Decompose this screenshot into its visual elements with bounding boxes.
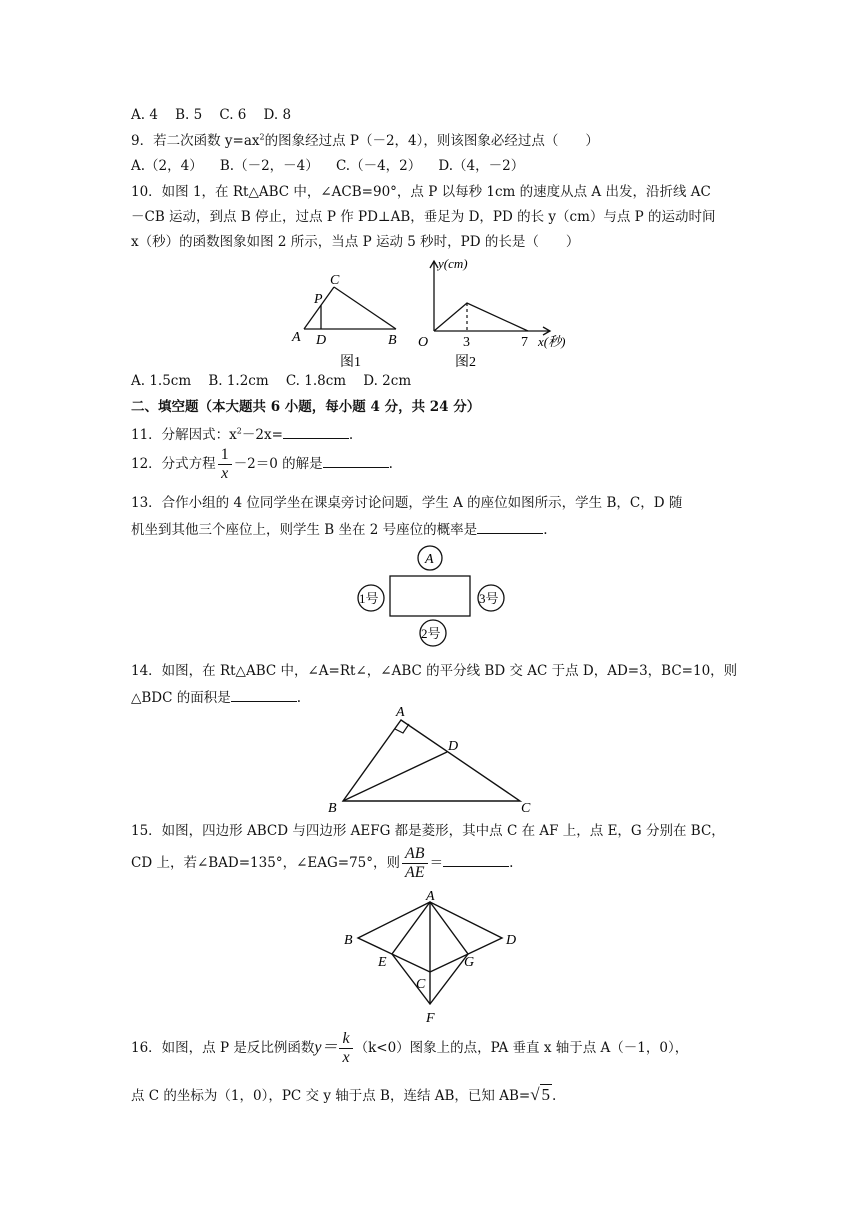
- q14-line1: 14．如图，在 Rt△ABC 中，∠A=Rt∠，∠ABC 的平分线 BD 交 AC 于点 D，AD=3，BC=10，则: [131, 663, 738, 679]
- q15-fraction-num: AB: [402, 845, 428, 864]
- q14-line2-text: △BDC 的面积是: [131, 690, 231, 706]
- q13-seating-figure: [352, 542, 512, 648]
- q15-answer-blank[interactable]: [443, 852, 509, 867]
- q9-exponent: 2: [259, 132, 265, 142]
- q14-label-d: D: [448, 739, 459, 754]
- q12-fraction-num: 1: [218, 446, 232, 465]
- q16-line2: [131, 1086, 556, 1105]
- q16-fraction: [339, 1030, 352, 1067]
- q11-stem: [131, 424, 353, 444]
- fig2-tick-3: 3: [463, 335, 470, 350]
- q11-text-b: －2x=: [241, 427, 283, 443]
- q16-line1-text-a: 16．如图，点 P 是反比例函数: [131, 1040, 315, 1056]
- q16-sqrt: √ 5: [530, 1085, 551, 1104]
- q15-label-c: C: [416, 977, 426, 992]
- fig2-graph: [434, 303, 528, 331]
- q9-options: A.（2，4） B.（－2，－4） C.（－4，2） D.（4，－2）: [131, 158, 525, 174]
- section2-title: 二、填空题（本大题共 6 小题，每小题 4 分，共 24 分）: [131, 399, 481, 415]
- q15-fraction-den: AE: [405, 864, 425, 881]
- q14-label-c: C: [521, 801, 531, 816]
- q15-fraction: [402, 845, 428, 882]
- q10-options: A. 1.5cm B. 1.2cm C. 1.8cm D. 2cm: [131, 373, 412, 389]
- q15-label-a: A: [426, 890, 435, 904]
- q13-line2: [131, 519, 547, 539]
- desk-rectangle: [390, 576, 470, 616]
- fig1-caption: 图1: [340, 355, 361, 370]
- q9-text-b: 的图象经过点 P（－2，4），则该图象必经过点（ ）: [264, 133, 599, 149]
- q16-line2-text: 点 C 的坐标为（1，0），PC 交 y 轴于点 B，连结 AB，已知 AB=: [131, 1088, 531, 1104]
- fig2-y-label: y(cm): [438, 256, 468, 271]
- fig1-label-c: C: [330, 273, 340, 288]
- q10-line3: x（秒）的函数图象如图 2 所示，当点 P 运动 5 秒时，PD 的长是（ ）: [131, 234, 580, 250]
- q12-fraction: [218, 446, 232, 483]
- q12-stem: [131, 446, 393, 483]
- q12-period: .: [388, 456, 393, 472]
- fig2-caption: 图2: [455, 355, 476, 370]
- q10-line1: 10．如图 1，在 Rt△ABC 中，∠ACB=90°，点 P 以每秒 1cm 的速度从点 A 出发，沿折线 AC: [131, 184, 711, 200]
- q10-line2: －CB 运动，到点 B 停止，过点 P 作 PD⊥AB，垂足为 D，PD 的长 y（cm）与点 P 的运动时间: [131, 209, 716, 225]
- fig2-tick-7: 7: [521, 335, 528, 350]
- q16-period: .: [552, 1088, 557, 1104]
- q15-line2-text: CD 上，若∠BAD=135°，∠EAG=75°，则: [131, 855, 401, 871]
- q12-text-a: 12．分式方程: [131, 456, 216, 472]
- q14-answer-blank[interactable]: [231, 687, 297, 702]
- q15-equals: ＝: [429, 855, 444, 871]
- q16-line1-text-b: （k<0）图象上的点，PA 垂直 x 轴于点 A（－1，0），: [354, 1040, 689, 1056]
- q14-label-b: B: [328, 801, 337, 816]
- fig1-label-p: P: [314, 292, 323, 307]
- fig1-segment-cb: [334, 287, 396, 329]
- q10-figure1: [288, 270, 408, 370]
- q14-line2: [131, 687, 301, 707]
- q12-text-b: －2＝0 的解是: [233, 456, 323, 472]
- q9-text-a: 9．若二次函数 y=ax: [131, 133, 260, 149]
- seat-a-label: A: [425, 552, 434, 567]
- q15-label-f: F: [426, 1011, 435, 1026]
- q9-stem: [131, 132, 599, 150]
- seat-1-label: 1号: [359, 591, 379, 606]
- q11-period: .: [348, 427, 354, 443]
- fig1-label-a: A: [292, 330, 301, 345]
- q10-figure2: [410, 256, 580, 370]
- fig2-origin: O: [418, 335, 429, 350]
- q14-label-a: A: [396, 705, 405, 720]
- q15-line2: [131, 845, 513, 882]
- q16-radicand: 5: [541, 1085, 551, 1104]
- q14-triangle-figure: [322, 700, 542, 820]
- q12-answer-blank[interactable]: [323, 453, 389, 468]
- q13-answer-blank[interactable]: [477, 519, 543, 534]
- fig1-label-b: B: [388, 333, 397, 348]
- q16-fraction-num: k: [339, 1030, 352, 1049]
- q15-line1: 15．如图，四边形 ABCD 与四边形 AEFG 都是菱形，其中点 C 在 AF 上，点 E，G 分别在 BC，: [131, 823, 725, 839]
- q14-period: .: [296, 690, 302, 706]
- q15-rhombus-figure: [340, 890, 530, 1026]
- q13-line1: 13．合作小组的 4 位同学坐在课桌旁讨论问题，学生 A 的座位如图所示，学生 B，C，D 随: [131, 495, 683, 511]
- seat-2-label: 2号: [421, 626, 441, 641]
- q16-line1: [131, 1030, 688, 1067]
- q15-period: .: [509, 855, 514, 871]
- q12-fraction-den: x: [221, 465, 229, 482]
- q16-fraction-den: x: [342, 1049, 350, 1066]
- seat-3-label: 3号: [479, 591, 499, 606]
- q13-line2-text: 机坐到其他三个座位上，则学生 B 坐在 2 号座位的概率是: [131, 522, 478, 538]
- q11-answer-blank[interactable]: [283, 424, 349, 439]
- q15-label-d: D: [506, 933, 517, 948]
- fig1-label-d: D: [316, 333, 327, 348]
- q16-y-equals: y＝: [314, 1039, 338, 1056]
- q11-exponent: 2: [236, 426, 242, 436]
- q13-period: .: [543, 522, 548, 538]
- q15-label-g: G: [464, 955, 475, 970]
- q8-options: A. 4 B. 5 C. 6 D. 8: [131, 107, 292, 123]
- fig2-x-label: x(秒): [538, 334, 566, 349]
- q15-label-b: B: [344, 933, 353, 948]
- q15-label-e: E: [378, 955, 387, 970]
- q14-segment-bd: [343, 752, 447, 801]
- q11-text-a: 11．分解因式：x: [131, 427, 237, 443]
